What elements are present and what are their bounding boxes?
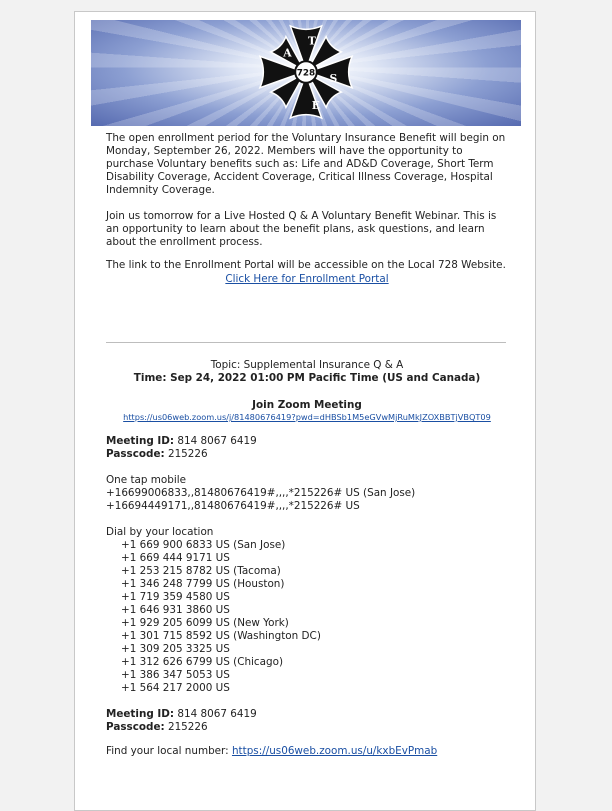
dial-number: +1 301 715 8592 US (Washington DC) [121,630,321,642]
find-local-label: Find your local number: [106,745,229,757]
dial-number: +1 646 931 3860 US [121,604,230,616]
enrollment-paragraph: The open enrollment period for the Voluntary Insurance Benefit will begin on Monday, September 26, 2022. Members will have the opportunity to purchase Voluntary benefits such as: Life and AD&D Coverage, Short Term Disability Coverage, Accident Coverage, Critical Illness Coverage, Hospital Indemnity Coverage. [106,132,506,196]
portal-paragraph: The link to the Enrollment Portal will be accessible on the Local 728 Website. [106,259,506,271]
dial-number: +1 253 215 8782 US (Tacoma) [121,565,281,577]
dial-number: +1 309 205 3325 US [121,643,230,655]
one-tap-number: +16699006833,,81480676419#,,,,*215226# US (San Jose) [106,487,416,499]
dial-title: Dial by your location [106,526,214,538]
passcode-label: Passcode: [106,721,165,733]
meeting-topic: Topic: Supplemental Insurance Q & A [210,359,404,371]
intro-section [106,132,508,286]
meeting-id-value: 814 8067 6419 [174,708,257,720]
one-tap-section [106,474,508,513]
join-zoom-title: Join Zoom Meeting [252,399,362,411]
dial-number: +1 564 217 2000 US [121,682,230,694]
zoom-meeting-section [106,359,508,758]
email-page [74,11,536,811]
passcode-value: 215226 [164,448,208,460]
dial-number: +1 312 626 6799 US (Chicago) [121,656,284,668]
meeting-id-label: Meeting ID: [106,708,175,720]
passcode-label: Passcode: [106,448,165,460]
header-banner [91,20,521,126]
logo-number: 728 [296,68,316,79]
dial-number: +1 386 347 5053 US [121,669,230,681]
join-zoom-link[interactable]: https://us06web.zoom.us/j/81480676419?pwd=dHBSb1M5eGVwMjRuMkJZOXBBTjVBQT09 [123,412,491,422]
section-divider [106,342,506,343]
logo-letter-t: T [307,34,316,48]
find-local-number [106,745,508,758]
dial-number: +1 346 248 7799 US (Houston) [121,578,285,590]
meeting-id-value: 814 8067 6419 [174,435,257,447]
logo-letter-s: S [329,71,338,85]
find-local-number-link[interactable]: https://us06web.zoom.us/u/kxbEvPmab [231,745,438,757]
dial-number: +1 719 359 4580 US [121,591,230,603]
dial-number: +1 669 900 6833 US (San Jose) [121,539,286,551]
enrollment-portal-link[interactable]: Click Here for Enrollment Portal [225,273,389,285]
logo-letter-e: E [311,99,320,113]
one-tap-title: One tap mobile [106,474,187,486]
iatse-logo [257,22,355,122]
dial-section [106,526,508,695]
dial-number: +1 669 444 9171 US [121,552,230,564]
dial-number: +1 929 205 6099 US (New York) [121,617,289,629]
webinar-paragraph: Join us tomorrow for a Live Hosted Q & A Voluntary Benefit Webinar. This is an opportunity to learn about the benefit plans, ask questions, and learn about the enrollment process. [106,210,497,248]
meeting-id-label: Meeting ID: [106,435,175,447]
meeting-time: Time: Sep 24, 2022 01:00 PM Pacific Time (US and Canada) [133,372,481,384]
one-tap-number: +16694449171,,81480676419#,,,,*215226# US [106,500,360,512]
logo-letter-a: A [283,46,292,60]
meeting-credentials-repeat [106,708,508,734]
passcode-value: 215226 [164,721,208,733]
meeting-credentials [106,435,508,461]
